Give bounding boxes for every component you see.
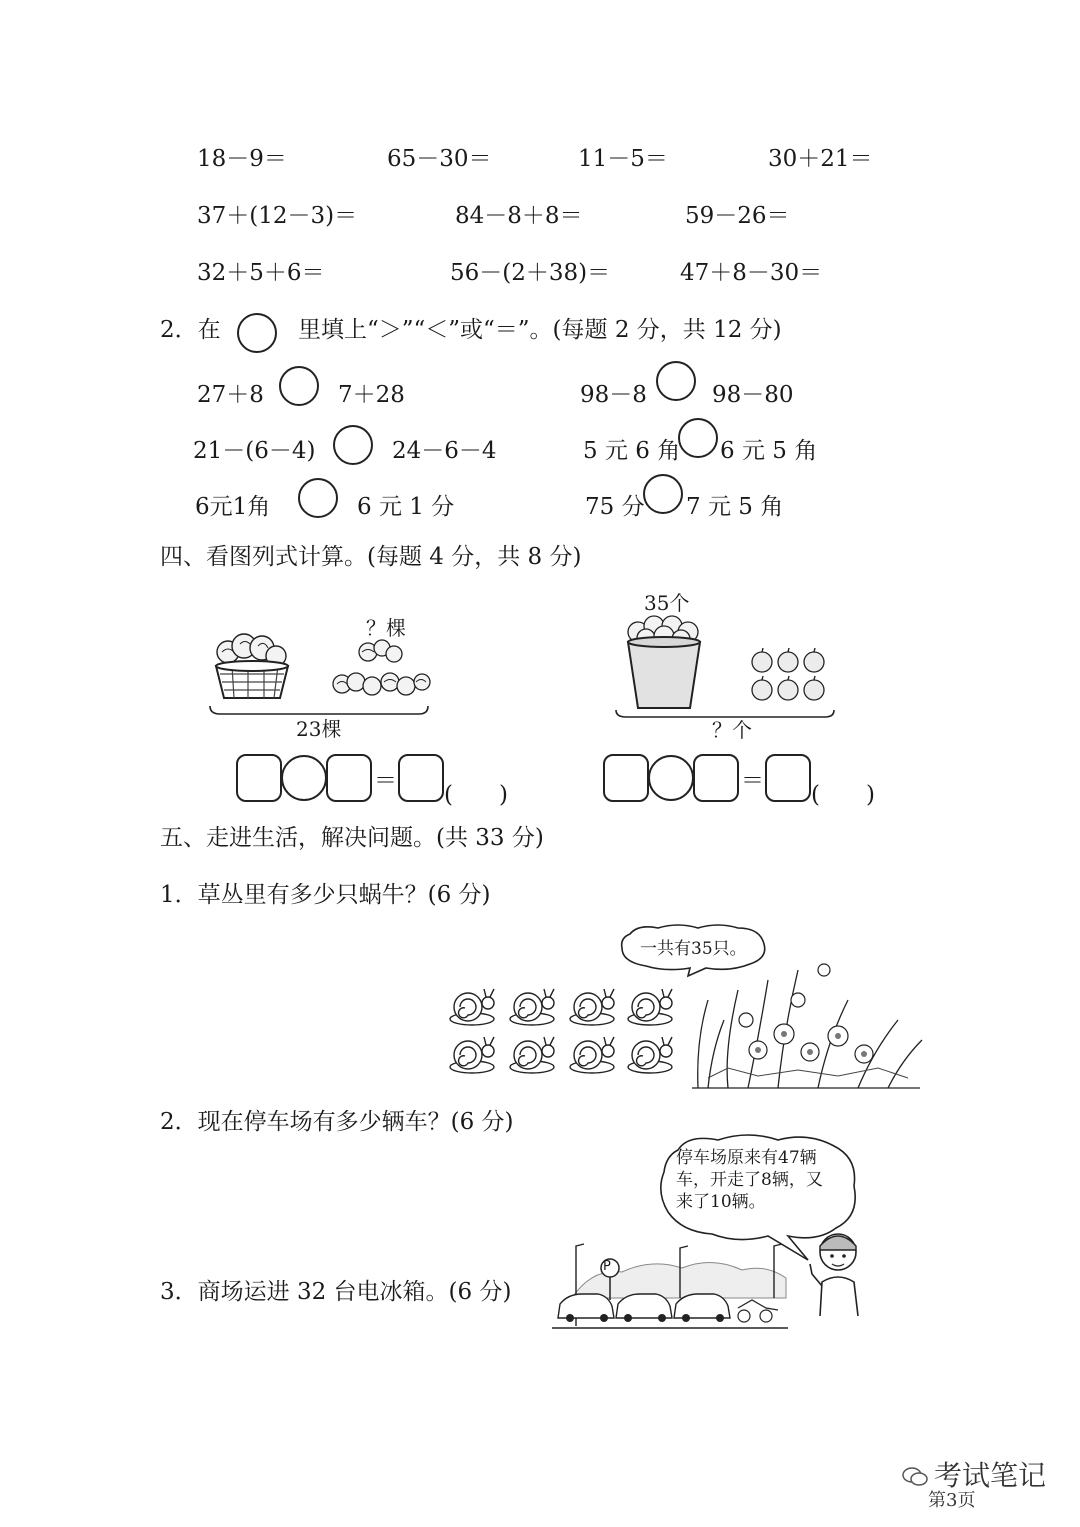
apples-icon [750, 648, 826, 704]
q1-expr: 37＋(12－3)＝ [197, 203, 358, 229]
compare-right: 6 元 5 角 [720, 438, 818, 464]
operator-circle[interactable] [648, 755, 694, 801]
q1-expr: 11－5＝ [578, 146, 668, 172]
compare-left: 27＋8 [197, 382, 264, 408]
answer-circle[interactable] [656, 361, 696, 401]
bubble-line: 来了10辆。 [676, 1192, 766, 1212]
compare-left: 21－(6－4) [193, 438, 316, 464]
compare-right: 6 元 1 分 [357, 494, 455, 520]
pic2-count-label: 35个 [644, 591, 690, 615]
q1-expr: 65－30＝ [387, 146, 492, 172]
equals-sign: ＝ [741, 768, 764, 794]
equation-box[interactable] [326, 754, 372, 802]
vegetables-icon [332, 640, 432, 706]
vegetable-basket-icon [212, 632, 292, 704]
bubble-text: 一共有35只。 [640, 939, 747, 959]
page-number: 第3页 [928, 1490, 976, 1511]
operator-circle[interactable] [281, 755, 327, 801]
unit-paren: ( ) [444, 782, 508, 808]
answer-circle[interactable] [678, 418, 718, 458]
unit-paren: ( ) [811, 782, 875, 808]
watermark-text: 考试笔记 [934, 1459, 1047, 1492]
compare-left: 98－8 [580, 382, 647, 408]
equation-box[interactable] [693, 754, 739, 802]
brace-bracket [208, 704, 430, 718]
compare-right: 7＋28 [338, 382, 405, 408]
problem-2: 2．现在停车场有多少辆车？(6 分) [160, 1109, 514, 1135]
q1-expr: 84－8＋8＝ [455, 203, 583, 229]
q1-expr: 18－9＝ [197, 146, 287, 172]
parking-sign-letter: P [603, 1259, 611, 1274]
equation-box[interactable] [236, 754, 282, 802]
parking-lot-icon [552, 1238, 788, 1330]
wechat-icon [902, 1466, 928, 1488]
pic2-question-label: ？个 [712, 718, 752, 742]
bubble-line: 停车场原来有47辆 [676, 1148, 817, 1168]
compare-right: 98－80 [712, 382, 794, 408]
pic1-total-label: 23棵 [296, 717, 342, 741]
pic1-question-label: ？棵 [366, 616, 406, 640]
grass-flowers-icon [688, 960, 924, 1088]
compare-left: 6元1角 [195, 494, 271, 520]
problem-3: 3．商场运进 32 台电冰箱。(6 分) [160, 1279, 512, 1305]
q1-expr: 32＋5＋6＝ [197, 260, 325, 286]
q1-expr: 47＋8－30＝ [680, 260, 823, 286]
answer-circle[interactable] [237, 313, 277, 353]
answer-box[interactable] [765, 754, 811, 802]
compare-left: 5 元 6 角 [583, 438, 681, 464]
section4-heading: 四、看图列式计算。(每题 4 分，共 8 分) [160, 544, 582, 570]
compare-right: 24－6－4 [392, 438, 497, 464]
q2-instruction: 里填上“＞”“＜”或“＝”。(每题 2 分，共 12 分) [298, 317, 782, 343]
q2-number: 2．在 [160, 317, 221, 343]
compare-right: 7 元 5 角 [686, 494, 784, 520]
answer-circle[interactable] [333, 425, 373, 465]
answer-circle[interactable] [279, 366, 319, 406]
section5-heading: 五、走进生活，解决问题。(共 33 分) [160, 825, 544, 851]
q1-expr: 30＋21＝ [768, 146, 873, 172]
equals-sign: ＝ [374, 768, 397, 794]
problem-1: 1．草丛里有多少只蜗牛？(6 分) [160, 882, 491, 908]
compare-left: 75 分 [585, 494, 645, 520]
q1-expr: 59－26＝ [685, 203, 790, 229]
boy-figure-icon [808, 1226, 864, 1318]
snails-icon [450, 985, 672, 1075]
answer-circle[interactable] [298, 478, 338, 518]
answer-box[interactable] [398, 754, 444, 802]
apple-basket-icon [624, 614, 704, 710]
q1-expr: 56－(2＋38)＝ [450, 260, 611, 286]
equation-box[interactable] [603, 754, 649, 802]
answer-circle[interactable] [643, 474, 683, 514]
bubble-line: 车，开走了8辆，又 [676, 1170, 823, 1190]
